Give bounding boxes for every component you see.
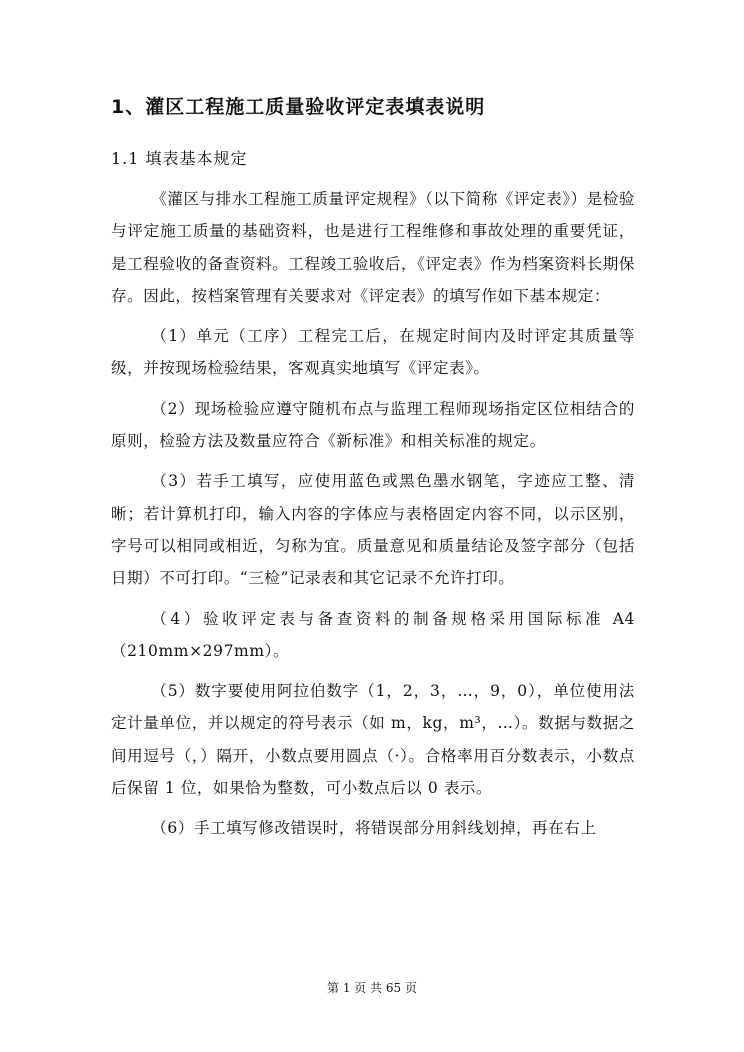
- body-text: [111, 183, 635, 853]
- section-heading: 1、灌区工程施工质量验收评定表填表说明: [111, 96, 486, 118]
- paragraph-rule-4: （4）验收评定表与备查资料的制备规格采用国际标准 A4（210mm×297mm）。: [111, 609, 635, 660]
- paragraph-rule-3: （3）若手工填写，应使用蓝色或黑色墨水钢笔，字迹应工整、清晰；若计算机打印，输入内容的字体应与表格固定内容不同，以示区别，字号可以相同或相近，匀称为宜。质量意见和质量结论及签字部分（包括日期）不可打印。“三检”记录表和其它记录不允许打印。: [111, 472, 635, 588]
- paragraph-intro: 《灌区与排水工程施工质量评定规程》（以下简称《评定表》）是检验与评定施工质量的基础资料，也是进行工程维修和事故处理的重要凭证，是工程验收的备查资料。工程竣工验收后，《评定表》作为档案资料长期保存。因此，按档案管理有关要求对《评定表》的填写作如下基本规定：: [111, 190, 635, 305]
- paragraph-rule-6: （6）手工填写修改错误时，将错误部分用斜线划掉，再在右上: [151, 819, 597, 838]
- paragraph-rule-5: （5）数字要使用阿拉伯数字（1，2，3，…，9，0），单位使用法定计量单位，并以规定的符号表示（如 m，kg，m³，…）。数据与数据之间用逗号（，）隔开，小数点要用圆点（·）。合格率用百分数表示，小数点后保留 1 位，如果恰为整数，可小数点后以 0 表示。: [111, 682, 635, 798]
- paragraph-rule-1: （1）单元（工序）工程完工后，在规定时间内及时评定其质量等级，并按现场检验结果，客观真实地填写《评定表》。: [111, 327, 635, 378]
- paragraph-rule-2: （2）现场检验应遵守随机布点与监理工程师现场指定区位相结合的原则，检验方法及数量应符合《新标准》和相关标准的规定。: [111, 399, 635, 451]
- subsection-heading: 1.1 填表基本规定: [111, 149, 248, 168]
- page-footer: 第 1 页 共 65 页: [327, 981, 417, 995]
